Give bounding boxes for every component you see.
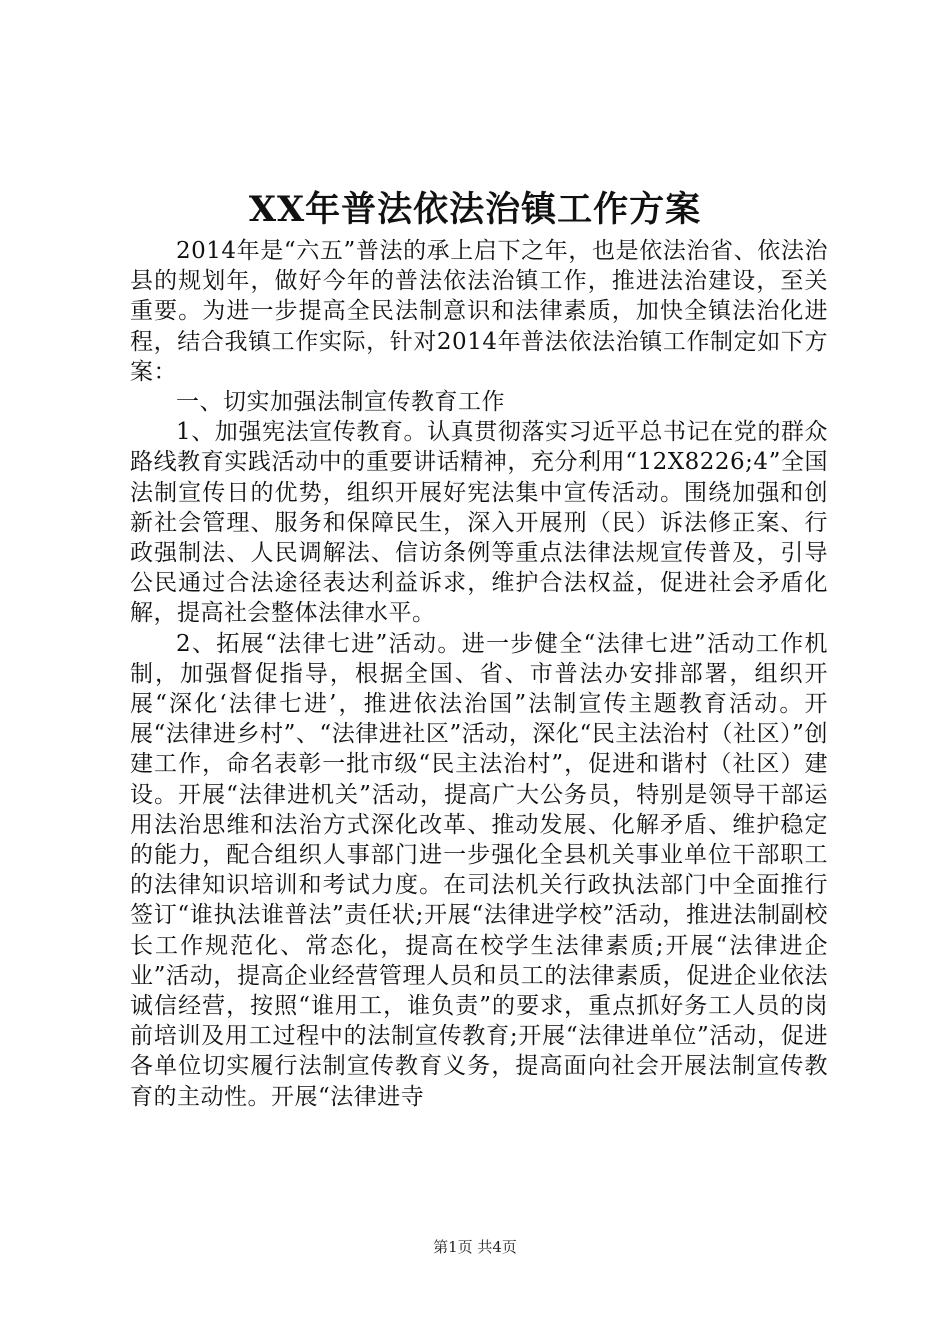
intro-paragraph: 2014年是“六五”普法的承上启下之年，也是依法治省、依法治县的规划年，做好今年的普法依法治镇工作，推进法治建设，至关重要。为进一步提高全民法制意识和法律素质，加快全镇法治化进程，结合我镇工作实际，针对2014年普法依法治镇工作制定如下方案： — [130, 238, 828, 385]
paragraph-law-seven-entries: 2、拓展“法律七进”活动。进一步健全“法律七进”活动工作机制，加强督促指导，根据全国、省、市普法办安排部署，组织开展“深化‘法律七进’，推进依法治国”法制宣传主题教育活动。开展“法律进乡村”、“法律进社区”活动，深化“民主法治村（社区）”创建工作，命名表彰一批市级“民主法治村”，促进和谐村（社区）建设。开展“法律进机关”活动，提高广大公务员，特别是领导干部运用法治思维和法治方式深化改革、推动发展、化解矛盾、维护稳定的能力，配合组织人事部门进一步强化全县机关事业单位干部职工的法律知识培训和考试力度。在司法机关行政执法部门中全面推行签订“谁执法谁普法”责任状;开展“法律进学校”活动，推进法制副校长工作规范化、常态化，提高在校学生法律素质;开展“法律进企业”活动，提高企业经营管理人员和员工的法律素质，促进企业依法诚信经营，按照“谁用工，谁负责”的要求，重点抓好务工人员的岗前培训及用工过程中的法制宣传教育;开展“法律进单位”活动，促进各单位切实履行法制宣传教育义务，提高面向社会开展法制宣传教育的主动性。开展“法律进寺 — [130, 630, 828, 1110]
document-body — [130, 236, 828, 1112]
document-title: XX年普法依法治镇工作方案 — [248, 189, 702, 230]
page-footer: 第1页 共4页 — [433, 1238, 517, 1256]
section-heading: 一、切实加强法制宣传教育工作 — [176, 389, 505, 416]
paragraph-constitution: 1、加强宪法宣传教育。认真贯彻落实习近平总书记在党的群众路线教育实践活动中的重要讲话精神，充分利用“12X8226;4”全国法制宣传日的优势，组织开展好宪法集中宣传活动。围绕加强和创新社会管理、服务和保障民生，深入开展刑（民）诉法修正案、行政强制法、人民调解法、信访条例等重点法律法规宣传普及，引导公民通过合法途径表达利益诉求，维护合法权益，促进社会矛盾化解，提高社会整体法律水平。 — [130, 419, 828, 627]
